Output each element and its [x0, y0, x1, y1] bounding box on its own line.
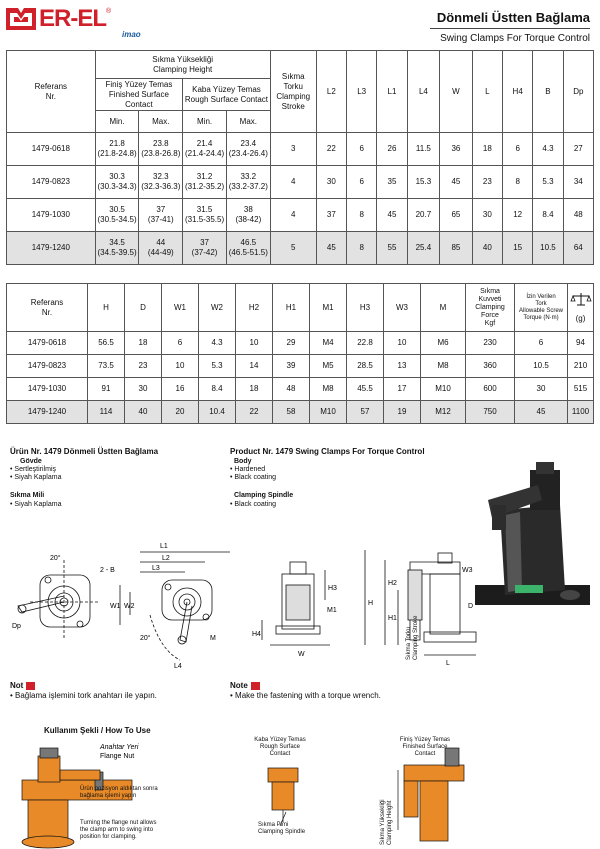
table-cell: 210	[568, 355, 594, 378]
table-cell: 1479-1030	[7, 378, 88, 401]
max-header: Max.	[226, 111, 270, 133]
col-header: H1	[273, 284, 310, 332]
dim-l2: L2	[162, 555, 170, 562]
dim-stroke: Sıkma Torku Clamping Stroke	[406, 615, 419, 660]
ref-header: Referans Nr.	[7, 284, 88, 332]
table-cell: 28.5	[347, 355, 384, 378]
table-cell: 6	[162, 332, 199, 355]
table-cell: 16	[162, 378, 199, 401]
dim-h4: H4	[252, 631, 261, 638]
dim-l1: L1	[160, 543, 168, 550]
table-cell: 515	[568, 378, 594, 401]
table-cell: 600	[466, 378, 515, 401]
table-cell: 25.4	[407, 232, 440, 265]
spindle-spec-en: • Black coating	[230, 501, 277, 508]
dim-a20: 20°	[50, 555, 61, 562]
cell-value: 37	[200, 238, 210, 247]
table-cell: 1479-0823	[7, 355, 88, 378]
table-cell: M8	[421, 355, 466, 378]
col-header: L	[472, 51, 502, 133]
dim-w2: W2	[124, 603, 135, 610]
body-spec-en-1: • Hardened	[230, 466, 266, 473]
col-header: B	[533, 51, 563, 133]
table-cell: 10	[384, 332, 421, 355]
table-cell: M12	[421, 401, 466, 424]
clamping-side-drawing	[365, 550, 476, 655]
howto-step-tr: Ürün pozisyon aldıktan sonra bağlama işlemi yapın	[80, 786, 158, 799]
rough-header: Kaba Yüzey Temas Rough Surface Contact	[183, 79, 271, 111]
table-cell: 11.5	[407, 133, 440, 166]
product-title-tr: Ürün Nr. 1479 Dönmeli Üstten Bağlama	[10, 447, 159, 456]
col-header: L4	[407, 51, 440, 133]
dim-w: W	[298, 651, 305, 658]
col-header: W3	[384, 284, 421, 332]
dim-l4: L4	[174, 663, 182, 670]
col-header: W	[440, 51, 473, 133]
table-cell: 10.4	[199, 401, 236, 424]
cell-value: 46.5	[240, 238, 257, 247]
dim-2b: 2 - B	[100, 567, 115, 574]
body-spec-en-2: • Black coating	[230, 474, 277, 481]
table-cell: 6	[503, 133, 533, 166]
cell-range: (21.4-24.4)	[185, 149, 225, 158]
col-header: H4	[503, 51, 533, 133]
table-cell: 65	[440, 199, 473, 232]
cell-range: (37-42)	[191, 248, 218, 257]
note-label-tr: Not	[10, 681, 35, 690]
table-cell: 4.3	[199, 332, 236, 355]
ref-header: Referans Nr.	[7, 51, 96, 133]
note-text-tr: • Bağlama işlemini tork anahtarı ile yapın.	[10, 691, 157, 700]
table-cell: 20.7	[407, 199, 440, 232]
table-cell: 4	[270, 166, 316, 199]
howto-rough: Kaba Yüzey Temas Rough Surface Contact	[254, 737, 306, 757]
page-title-tr: Dönmeli Üstten Bağlama	[436, 10, 590, 25]
col-header: L2	[316, 51, 346, 133]
cell-range: (37-41)	[147, 215, 174, 224]
side-view-drawing	[262, 562, 330, 645]
table-cell: 1479-1240	[7, 401, 88, 424]
dim-h2: H2	[388, 580, 397, 587]
cell-range: (46.5-51.5)	[228, 248, 268, 257]
body-spec-tr-1: • Sertleştirilmiş	[10, 466, 57, 473]
table-cell: 45.5	[347, 378, 384, 401]
note-text-en: • Make the fastening with a torque wrench.	[230, 691, 381, 700]
table-cell: 30	[472, 199, 502, 232]
front-view-drawing	[120, 552, 230, 660]
spindle-label-tr: Sıkma Mili	[10, 492, 45, 499]
col-header: Dp	[563, 51, 593, 133]
dim-a20b: 20°	[140, 635, 151, 642]
cell-range: (21.8-24.8)	[97, 149, 137, 158]
cell-range: (44-49)	[147, 248, 174, 257]
dim-h1: H1	[388, 615, 397, 622]
table-cell: 23	[125, 355, 162, 378]
table-cell: 30	[515, 378, 568, 401]
col-header: W2	[199, 284, 236, 332]
table-cell: 15	[503, 232, 533, 265]
table-cell: 5	[270, 232, 316, 265]
cell-range: (31.5-35.5)	[185, 215, 225, 224]
table-cell: 22	[236, 401, 273, 424]
cell-value: 44	[156, 238, 166, 247]
table-cell: 30	[316, 166, 346, 199]
table-cell: 8.4	[199, 378, 236, 401]
col-header: D	[125, 284, 162, 332]
table-cell: 15.3	[407, 166, 440, 199]
table-cell: 94	[568, 332, 594, 355]
table-cell: 10.5	[533, 232, 563, 265]
cell-value: 34.5	[109, 238, 125, 247]
note-label-en: Note	[230, 681, 260, 690]
dim-m: M	[210, 635, 216, 642]
spindle-label-en: Clamping Spindle	[234, 492, 294, 499]
cell-range: (38-42)	[235, 215, 262, 224]
dim-w1: W1	[110, 603, 121, 610]
torque-header: İzin Verilen Tork Allowable Screw Torque (N·m)	[515, 284, 568, 332]
brand-registered: ®	[106, 8, 112, 15]
cell-value: 31.2	[196, 172, 213, 181]
table-cell: 230	[466, 332, 515, 355]
cell-value: 23.4	[240, 139, 257, 148]
table-cell: 26	[377, 133, 407, 166]
cell-range: (33.2-37.2)	[228, 182, 268, 191]
table-cell: 37	[316, 199, 346, 232]
col-header: H3	[347, 284, 384, 332]
table-cell: 4	[270, 199, 316, 232]
page-title-en: Swing Clamps For Torque Control	[440, 33, 590, 44]
table-cell: 4.3	[533, 133, 563, 166]
cell-range: (30.5-34.5)	[97, 215, 137, 224]
howto-flange-en: Flange Nut	[100, 753, 135, 760]
col-header: H	[88, 284, 125, 332]
table-cell: 8	[503, 166, 533, 199]
table-cell: 10.5	[515, 355, 568, 378]
table-cell: 360	[466, 355, 515, 378]
table-cell: 40	[472, 232, 502, 265]
cell-range: (23.8-26.8)	[141, 149, 181, 158]
table-cell: M10	[421, 378, 466, 401]
cell-value: 30.3	[109, 172, 125, 181]
table-cell: 5.3	[533, 166, 563, 199]
dim-h: H	[368, 600, 374, 607]
table-cell: 1100	[568, 401, 594, 424]
howto-flange-tr: Anahtar Yeri	[100, 744, 139, 751]
table-cell: 40	[125, 401, 162, 424]
stroke-header: Sıkma Torku Clamping Stroke	[270, 51, 316, 133]
table-cell: 22	[316, 133, 346, 166]
table-cell: 17	[384, 378, 421, 401]
table-cell: 10	[162, 355, 199, 378]
table-cell: M6	[421, 332, 466, 355]
table-cell: 3	[270, 133, 316, 166]
table-cell: 1479-0618	[7, 332, 88, 355]
table-cell: 13	[384, 355, 421, 378]
table-cell: 23	[472, 166, 502, 199]
table-cell: 19	[384, 401, 421, 424]
cell-value: 30.5	[109, 205, 125, 214]
spindle-spec-tr: • Siyah Kaplama	[10, 501, 62, 508]
howto-height: Sıkma Yüksekliği Clamping Height	[380, 799, 393, 845]
table-cell: 750	[466, 401, 515, 424]
table-cell: 56.5	[88, 332, 125, 355]
cell-value: 37	[156, 205, 166, 214]
table-cell: 6	[347, 166, 377, 199]
table-cell: 20	[162, 401, 199, 424]
force-header: Sıkma Kuvveti Clamping Force Kgf	[466, 284, 515, 332]
dim-dp: Dp	[12, 623, 21, 630]
brand-sub: imao	[122, 30, 141, 39]
table-cell: 73.5	[88, 355, 125, 378]
cell-value: 23.8	[153, 139, 169, 148]
col-header: L3	[347, 51, 377, 133]
table-cell: 58	[273, 401, 310, 424]
body-label-en: Body	[234, 458, 252, 465]
table-cell: 8.4	[533, 199, 563, 232]
table-cell: 91	[88, 378, 125, 401]
cell-value: 32.3	[153, 172, 169, 181]
dim-d: D	[468, 603, 474, 610]
warning-icon	[251, 682, 260, 690]
howto-title: Kullanım Şekli / How To Use	[44, 726, 151, 735]
howto-finished: Finiş Yüzey Temas Finished Surface Contact	[399, 737, 451, 757]
table-cell: 8	[347, 232, 377, 265]
table-cell: 45	[440, 166, 473, 199]
cell-range: (34.5-39.5)	[97, 248, 137, 257]
table-cell: 1479-0823	[7, 166, 96, 199]
table-cell: M5	[310, 355, 347, 378]
dim-l: L	[446, 660, 450, 667]
table-cell: 1479-1240	[7, 232, 96, 265]
table-cell: 12	[503, 199, 533, 232]
product-title-en: Product Nr. 1479 Swing Clamps For Torque Control	[230, 447, 425, 456]
dim-h3: H3	[328, 585, 337, 592]
col-header: M	[421, 284, 466, 332]
table-cell: 36	[440, 133, 473, 166]
dim-l3: L3	[152, 565, 160, 572]
cell-value: 21.4	[196, 139, 213, 148]
col-header: W1	[162, 284, 199, 332]
col-header: L1	[377, 51, 407, 133]
table-cell: 14	[236, 355, 273, 378]
cell-value: 31.5	[196, 205, 213, 214]
max-header: Max.	[139, 111, 183, 133]
table-cell: 1479-0618	[7, 133, 96, 166]
howto-step-en: Turning the flange nut allows the clamp arm to swing into position for clamping.	[80, 820, 157, 840]
table-cell: 45	[316, 232, 346, 265]
table-cell: 18	[125, 332, 162, 355]
dim-m1: M1	[327, 607, 337, 614]
finished-header: Finiş Yüzey Temas Finished Surface Contact	[95, 79, 183, 111]
table-cell: M10	[310, 401, 347, 424]
cell-range: (23.4-26.4)	[228, 149, 268, 158]
table-cell: M4	[310, 332, 347, 355]
table-cell: 6	[347, 133, 377, 166]
min-header: Min.	[95, 111, 139, 133]
table-cell: 18	[472, 133, 502, 166]
warning-icon	[26, 682, 35, 690]
cell-value: 33.2	[240, 172, 257, 181]
howto-spindle: Sıkma Pimi Clamping Spindle	[258, 822, 306, 835]
table-cell: 55	[377, 232, 407, 265]
table-cell: 6	[515, 332, 568, 355]
table-cell: 45	[377, 199, 407, 232]
table-cell: 57	[347, 401, 384, 424]
cell-value: 38	[243, 205, 253, 214]
cell-range: (30.3-34.3)	[97, 182, 137, 191]
table-cell: 48	[273, 378, 310, 401]
table-cell: 85	[440, 232, 473, 265]
table-cell: 30	[125, 378, 162, 401]
cell-range: (32.3-36.3)	[141, 182, 181, 191]
table-cell: 22.8	[347, 332, 384, 355]
top-view-drawing	[18, 560, 100, 640]
table-cell: 48	[563, 199, 593, 232]
dim-w3: W3	[462, 567, 473, 574]
cell-range: (31.2-35.2)	[185, 182, 225, 191]
table-cell: 27	[563, 133, 593, 166]
table-cell: 34	[563, 166, 593, 199]
body-spec-tr-2: • Siyah Kaplama	[10, 474, 62, 481]
rough-contact-drawing	[268, 768, 298, 826]
table-cell: 39	[273, 355, 310, 378]
cell-value: 21.8	[109, 139, 125, 148]
table-cell: 64	[563, 232, 593, 265]
table-cell: 5.3	[199, 355, 236, 378]
table-cell: 10	[236, 332, 273, 355]
table-cell: M8	[310, 378, 347, 401]
table-cell: 29	[273, 332, 310, 355]
weight-unit: (g)	[575, 314, 586, 323]
product-photo	[475, 462, 590, 605]
min-header: Min.	[183, 111, 227, 133]
clamping-height-header: Sıkma Yüksekliği Clamping Height	[95, 51, 270, 79]
col-header: H2	[236, 284, 273, 332]
table-cell: 18	[236, 378, 273, 401]
table-cell: 45	[515, 401, 568, 424]
table-cell: 114	[88, 401, 125, 424]
brand-name: ER-EL	[39, 5, 106, 32]
table-cell: 1479-1030	[7, 199, 96, 232]
table-cell: 8	[347, 199, 377, 232]
body-label-tr: Gövde	[20, 458, 42, 465]
col-header: M1	[310, 284, 347, 332]
finished-contact-drawing	[398, 748, 464, 841]
table-cell: 35	[377, 166, 407, 199]
